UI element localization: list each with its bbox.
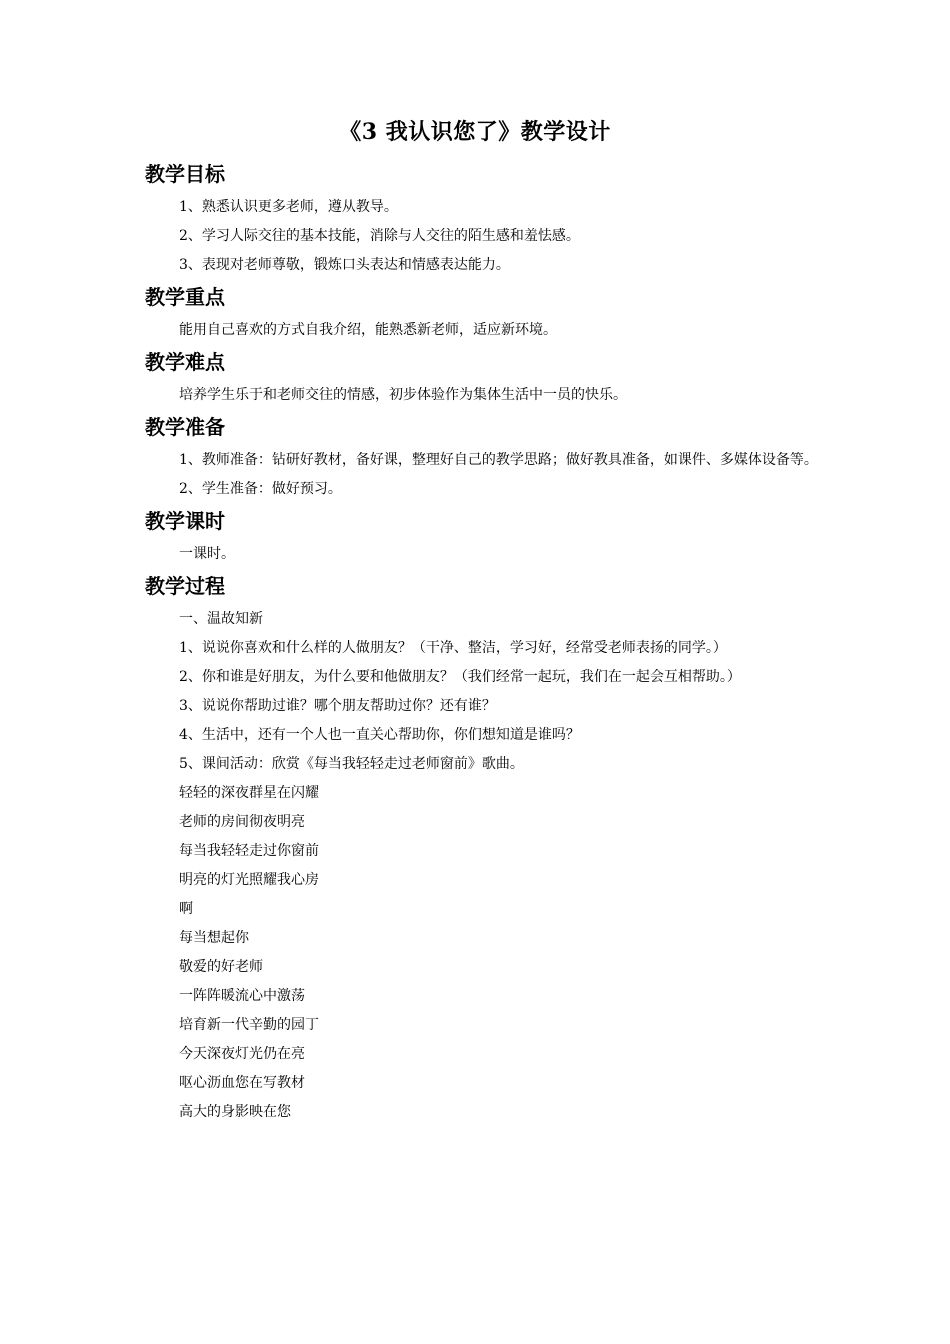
paragraph: 1、说说你喜欢和什么样的人做朋友？（干净、整洁，学习好，经常受老师表扬的同学。） <box>179 640 727 656</box>
paragraph: 1、熟悉认识更多老师，遵从教导。 <box>179 199 398 215</box>
lyric-line: 呕心沥血您在写教材 <box>179 1075 305 1091</box>
lyric-line: 敬爱的好老师 <box>179 959 263 975</box>
section-heading-objectives: 教学目标 <box>145 162 225 186</box>
paragraph: 3、表现对老师尊敬，锻炼口头表达和情感表达能力。 <box>179 257 510 273</box>
document-title: 《3 我认识您了》教学设计 <box>339 119 611 145</box>
paragraph: 1、教师准备：钻研好教材，备好课，整理好自己的教学思路；做好教具准备，如课件、多媒体设备等。 <box>179 452 818 468</box>
paragraph: 2、学生准备：做好预习。 <box>179 481 342 497</box>
paragraph: 2、学习人际交往的基本技能，消除与人交往的陌生感和羞怯感。 <box>179 228 580 244</box>
paragraph: 3、说说你帮助过谁？哪个朋友帮助过你？还有谁？ <box>179 698 496 714</box>
section-heading-difficulties: 教学难点 <box>145 350 225 374</box>
section-heading-class-hours: 教学课时 <box>145 509 225 533</box>
paragraph: 能用自己喜欢的方式自我介绍，能熟悉新老师，适应新环境。 <box>179 322 557 338</box>
lyric-line: 今天深夜灯光仍在亮 <box>179 1046 305 1062</box>
document-body <box>145 157 820 1127</box>
paragraph: 2、你和谁是好朋友，为什么要和他做朋友？（我们经常一起玩，我们在一起会互相帮助。） <box>179 669 741 685</box>
lyric-line: 老师的房间彻夜明亮 <box>179 814 305 830</box>
paragraph: 一、温故知新 <box>179 611 263 627</box>
paragraph: 一课时。 <box>179 546 235 562</box>
lyric-line: 啊 <box>179 901 193 917</box>
paragraph: 培养学生乐于和老师交往的情感，初步体验作为集体生活中一员的快乐。 <box>179 387 627 403</box>
lyric-line: 高大的身影映在您 <box>179 1104 291 1120</box>
section-heading-process: 教学过程 <box>145 574 225 598</box>
lyric-line: 培育新一代辛勤的园丁 <box>179 1017 319 1033</box>
section-heading-preparation: 教学准备 <box>145 415 225 439</box>
paragraph: 4、生活中，还有一个人也一直关心帮助你，你们想知道是谁吗？ <box>179 727 580 743</box>
section-heading-key-points: 教学重点 <box>145 285 225 309</box>
paragraph: 5、课间活动：欣赏《每当我轻轻走过老师窗前》歌曲。 <box>179 756 524 772</box>
lyric-line: 每当想起你 <box>179 930 249 946</box>
lyric-line: 明亮的灯光照耀我心房 <box>179 872 319 888</box>
lyric-line: 每当我轻轻走过你窗前 <box>179 843 319 859</box>
lyric-line: 轻轻的深夜群星在闪耀 <box>179 785 319 801</box>
lyric-line: 一阵阵暖流心中激荡 <box>179 988 305 1004</box>
